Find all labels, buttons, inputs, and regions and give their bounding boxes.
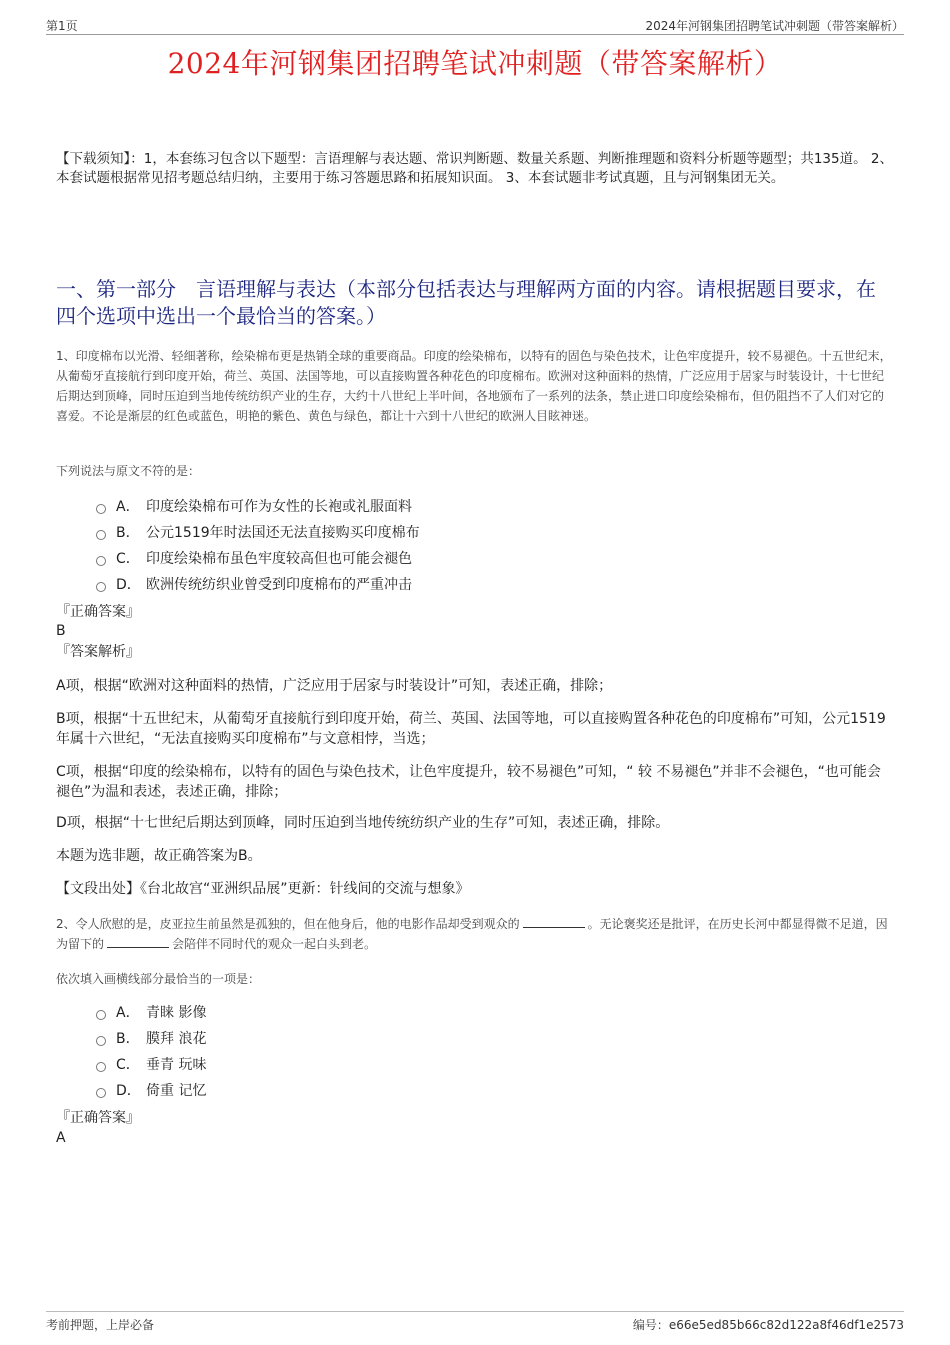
option-d[interactable]	[96, 1077, 206, 1103]
page-footer	[46, 1311, 904, 1332]
analysis-c: C项，根据“印度的绘染棉布，以特有的固色与染色技术，让色牢度提升，较不易褪色”可知，“ 较 不易褪色”并非不会褪色，“也可能会褪色”为温和表述，表述正确，排除；	[56, 764, 881, 800]
question-2-text-part: 会陪伴不同时代的观众一起白头到老。	[172, 937, 377, 951]
radio-icon[interactable]	[96, 1010, 106, 1020]
option-text: 公元1519年时法国还无法直接购买印度棉布	[146, 525, 420, 541]
option-text: 印度绘染棉布可作为女性的长袍或礼服面料	[146, 499, 412, 515]
radio-icon[interactable]	[96, 530, 106, 540]
option-letter: A．	[116, 1005, 140, 1021]
question-1-prompt: 下列说法与原文不符的是：	[56, 464, 201, 478]
analysis-label: 『答案解析』	[56, 644, 140, 660]
question-2-text	[56, 914, 894, 954]
option-a[interactable]	[96, 999, 206, 1025]
radio-icon[interactable]	[96, 582, 106, 592]
download-notice: 【下载须知】：1，本套练习包含以下题型：言语理解与表达题、常识判断题、数量关系题、判断推理题和资料分析题等题型；共135道。 2、本套试题根据常见招考题总结归纳，主要用于练习答题思路和拓展知识面。 3、本套试题非考试真题，且与河钢集团无关。	[56, 151, 893, 186]
option-letter: C．	[116, 551, 140, 567]
question-2-options	[96, 999, 206, 1103]
page-number: 第1页	[46, 19, 78, 33]
fill-blank[interactable]	[107, 935, 169, 948]
footer-code: 编号：e66e5ed85b66c82d122a8f46df1e2573	[632, 1318, 904, 1332]
option-text: 倚重 记忆	[146, 1083, 207, 1099]
option-b[interactable]	[96, 519, 420, 545]
option-letter: D．	[116, 1083, 141, 1099]
option-d[interactable]	[96, 571, 420, 597]
radio-icon[interactable]	[96, 504, 106, 514]
page-header	[46, 14, 904, 35]
option-text: 垂青 玩味	[146, 1057, 207, 1073]
option-text: 青睐 影像	[146, 1005, 207, 1021]
question-1-text: 1、印度棉布以光滑、轻细著称，绘染棉布更是热销全球的重要商品。印度的绘染棉布，以特有的固色与染色技术，让色牢度提升，较不易褪色。十五世纪末，从葡萄牙直接航行到印度开始，荷兰、英国、法国等地，可以直接购置各种花色的印度棉布。欧洲对这种面料的热情，广泛应用于居家与时装设计，十七世纪后期达到顶峰，同时压迫到当地传统纺织产业的生存，大约十八世纪上半叶间，各地颁布了一系列的法条，禁止进口印度绘染棉布，但仍阻挡不了人们对它的喜爱。不论是渐层的红色或蓝色，明艳的紫色、黄色与绿色，都让十六到十八世纪的欧洲人目眩神迷。	[56, 349, 892, 423]
radio-icon[interactable]	[96, 1062, 106, 1072]
answer-label: 『正确答案』	[56, 1110, 140, 1126]
section-heading: 一、第一部分 言语理解与表达（本部分包括表达与理解两方面的内容。请根据题目要求，在四个选项中选出一个最恰当的答案。）	[56, 277, 876, 328]
analysis-d: D项，根据“十七世纪后期达到顶峰，同时压迫到当地传统纺织产业的生存”可知，表述正确，排除。	[56, 815, 670, 831]
question-2-text-part: 。无论褒奖还是批评，在历史长河中都显得微不足道，因为留下的	[56, 917, 888, 951]
answer-value: A	[56, 1130, 66, 1146]
fill-blank[interactable]	[523, 915, 585, 928]
question-2-prompt: 依次填入画横线部分最恰当的一项是：	[56, 972, 261, 986]
answer-value: B	[56, 623, 66, 639]
option-text: 印度绘染棉布虽色牢度较高但也可能会褪色	[146, 551, 412, 567]
option-c[interactable]	[96, 1051, 206, 1077]
option-letter: A．	[116, 499, 140, 515]
analysis-conclusion: 本题为选非题，故正确答案为B。	[56, 848, 262, 864]
header-doc-title: 2024年河钢集团招聘笔试冲刺题（带答案解析）	[645, 19, 904, 33]
option-text: 膜拜 浪花	[146, 1031, 207, 1047]
option-b[interactable]	[96, 1025, 206, 1051]
page-title: 2024年河钢集团招聘笔试冲刺题（带答案解析）	[167, 47, 783, 80]
footer-slogan: 考前押题，上岸必备	[46, 1318, 155, 1332]
option-a[interactable]	[96, 493, 420, 519]
question-2-text-part: 2、令人欣慰的是，皮亚拉生前虽然是孤独的，但在他身后，他的电影作品却受到观众的	[56, 917, 520, 931]
option-text: 欧洲传统纺织业曾受到印度棉布的严重冲击	[146, 577, 412, 593]
radio-icon[interactable]	[96, 1036, 106, 1046]
option-letter: D．	[116, 577, 141, 593]
analysis-b: B项，根据“十五世纪末，从葡萄牙直接航行到印度开始，荷兰、英国、法国等地，可以直接购置各种花色的印度棉布”可知，公元1519年属十六世纪，“无法直接购买印度棉布”与文意相悖，当选；	[56, 711, 886, 747]
radio-icon[interactable]	[96, 556, 106, 566]
option-letter: C．	[116, 1057, 140, 1073]
option-letter: B．	[116, 1031, 140, 1047]
source-note: 【文段出处】《台北故宫“亚洲织品展”更新：针线间的交流与想象》	[56, 881, 470, 897]
question-1-options	[96, 493, 420, 597]
analysis-a: A项，根据“欧洲对这种面料的热情，广泛应用于居家与时装设计”可知，表述正确，排除；	[56, 678, 613, 694]
answer-label: 『正确答案』	[56, 604, 140, 620]
option-letter: B．	[116, 525, 140, 541]
option-c[interactable]	[96, 545, 420, 571]
radio-icon[interactable]	[96, 1088, 106, 1098]
